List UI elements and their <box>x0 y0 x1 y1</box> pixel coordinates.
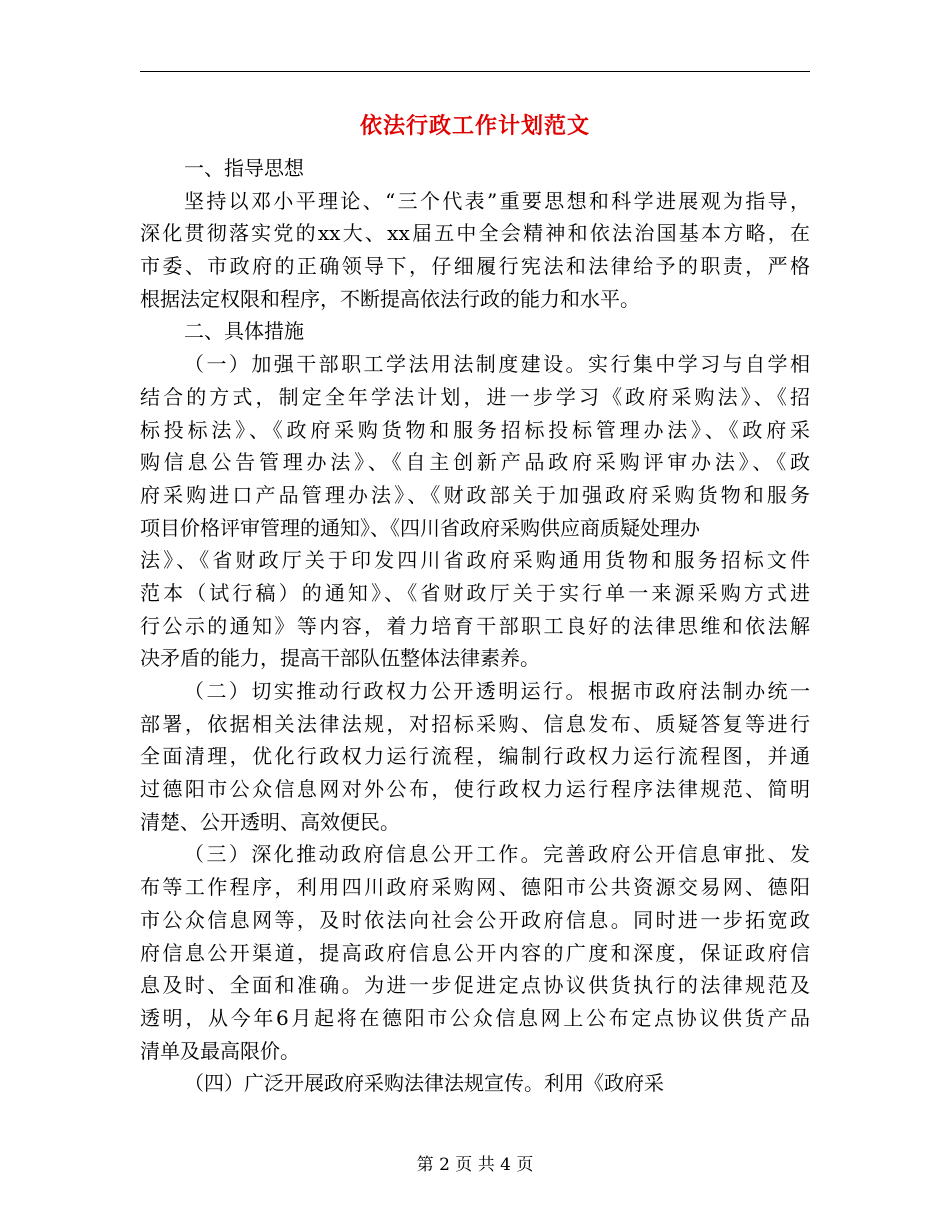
body-line: 标投标法》、《政府采购货物和服务招标投标管理办法》、《政府采 <box>140 417 810 442</box>
body-line: 结合的方式，制定全年学法计划，进一步学习《政府采购法》、《招 <box>140 384 810 409</box>
body-line: 根据法定权限和程序，不断提高依法行政的能力和水平。 <box>140 286 640 311</box>
body-line: 清楚、公开透明、高效便民。 <box>140 809 400 834</box>
body-line: 法》、《省财政厅关于印发四川省政府采购通用货物和服务招标文件 <box>140 548 810 573</box>
body-line: 府信息公开渠道，提高政府信息公开内容的广度和深度，保证政府信 <box>140 940 810 965</box>
body-line: 项目价格评审管理的通知》、《四川省政府采购供应商质疑处理办 <box>140 515 700 540</box>
body-line: 布等工作程序，利用四川政府采购网、德阳市公共资源交易网、德阳 <box>140 875 810 900</box>
body-line: 过德阳市公众信息网对外公布，使行政权力运行程序法律规范、简明 <box>140 777 810 802</box>
body-line: 决矛盾的能力，提高干部队伍整体法律素养。 <box>140 646 540 671</box>
body-line: 部署，依据相关法律法规，对招标采购、信息发布、质疑答复等进行 <box>140 711 810 736</box>
body-line: （四）广泛开展政府采购法律法规宣传。利用《政府采 <box>184 1071 664 1096</box>
body-line: 范本（试行稿）的通知》、《省财政厅关于实行单一来源采购方式进 <box>140 580 810 605</box>
body-line: 府采购进口产品管理办法》、《财政部关于加强政府采购货物和服务 <box>140 482 810 507</box>
body-line: 一、指导思想 <box>184 156 304 180</box>
body-line: （一）加强干部职工学法用法制度建设。实行集中学习与自学相 <box>184 352 810 377</box>
body-line: 行公示的通知》等内容，着力培育干部职工良好的法律思维和依法解 <box>140 613 810 638</box>
body-line: 清单及最高限价。 <box>140 1038 300 1063</box>
body-line: （三）深化推动政府信息公开工作。完善政府公开信息审批、发 <box>184 842 810 867</box>
body-line: 购信息公告管理办法》、《自主创新产品政府采购评审办法》、《政 <box>140 450 810 475</box>
body-line: 二、具体措施 <box>184 319 304 344</box>
body-line: 透明，从今年6月起将在德阳市公众信息网上公布定点协议供货产品 <box>140 1005 810 1030</box>
page-number: 第 2 页 共 4 页 <box>416 1155 534 1175</box>
body-line: 市公众信息网等，及时依法向社会公开政府信息。同时进一步拓宽政 <box>140 907 810 932</box>
body-line: （二）切实推动行政权力公开透明运行。根据市政府法制办统一 <box>184 679 810 703</box>
body-line: 息及时、全面和准确。为进一步促进定点协议供货执行的法律规范及 <box>140 973 810 998</box>
body-line: 全面清理，优化行政权力运行流程，编制行政权力运行流程图，并通 <box>140 744 810 769</box>
body-line: 市委、市政府的正确领导下，仔细履行宪法和法律给予的职责，严格 <box>140 254 810 279</box>
header-rule <box>140 71 810 72</box>
document-body <box>140 152 810 1100</box>
body-line: 坚持以邓小平理论、“三个代表”重要思想和科学进展观为指导， <box>184 188 810 213</box>
document-title: 依法行政工作计划范文 <box>359 113 590 139</box>
body-line: 深化贯彻落实党的xx大、xx届五中全会精神和依法治国基本方略，在 <box>140 221 810 246</box>
